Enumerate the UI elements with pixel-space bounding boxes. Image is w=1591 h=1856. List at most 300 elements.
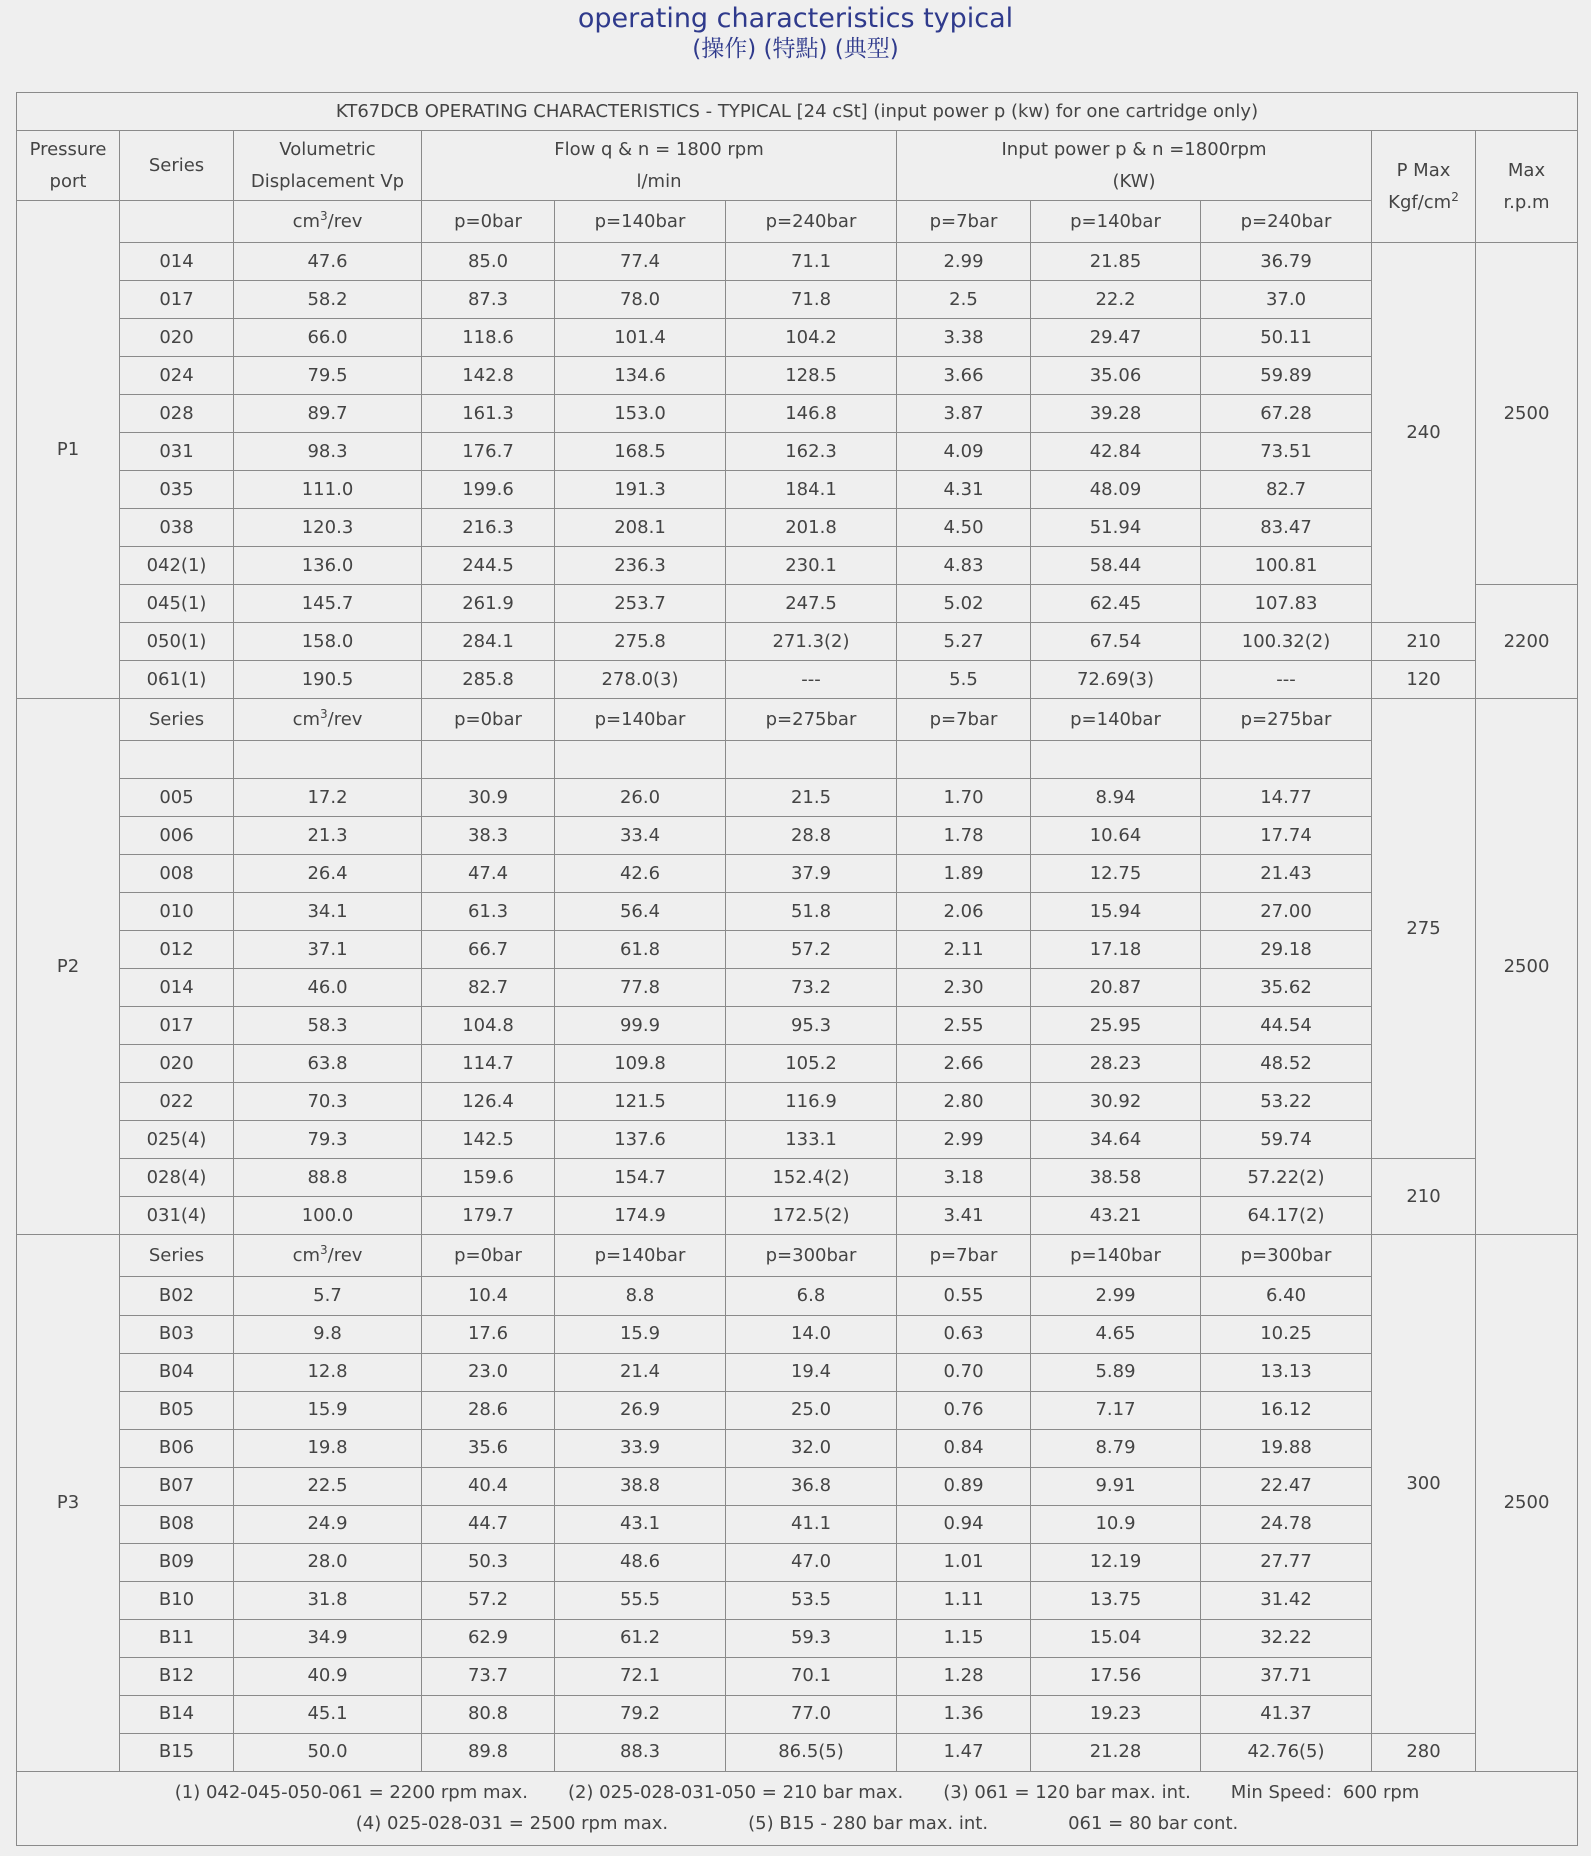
- value-cell: 236.3: [555, 547, 726, 585]
- value-cell: 77.4: [555, 243, 726, 281]
- subheader-cell: p=140bar: [555, 201, 726, 243]
- value-cell: 6.8: [726, 1277, 897, 1315]
- value-cell: 71.8: [726, 281, 897, 319]
- unit-exponent: 3: [320, 1242, 328, 1257]
- value-cell: 13.75: [1031, 1581, 1201, 1619]
- pmax-cell: 210: [1372, 1159, 1476, 1235]
- value-cell: 24.9: [234, 1505, 422, 1543]
- value-cell: 37.0: [1201, 281, 1372, 319]
- series-cell: 008: [120, 855, 234, 893]
- subheader-cell: Series: [120, 1235, 234, 1277]
- value-cell: 4.09: [897, 433, 1031, 471]
- value-cell: 30.92: [1031, 1083, 1201, 1121]
- value-cell: 39.28: [1031, 395, 1201, 433]
- value-cell: 0.70: [897, 1353, 1031, 1391]
- value-cell: 2.80: [897, 1083, 1031, 1121]
- value-cell: 35.6: [422, 1429, 555, 1467]
- series-cell: 006: [120, 817, 234, 855]
- table-row: [17, 817, 1578, 855]
- value-cell: ---: [726, 661, 897, 699]
- value-cell: 47.4: [422, 855, 555, 893]
- p3-subheader-row: [17, 1235, 1578, 1277]
- value-cell: 284.1: [422, 623, 555, 661]
- subheader-cell: p=240bar: [726, 201, 897, 243]
- value-cell: 104.8: [422, 1007, 555, 1045]
- value-cell: 89.7: [234, 395, 422, 433]
- value-cell: 2.55: [897, 1007, 1031, 1045]
- value-cell: 44.7: [422, 1505, 555, 1543]
- footnote-item: (5) B15 - 280 bar max. int.: [748, 1813, 989, 1835]
- value-cell: 101.4: [555, 319, 726, 357]
- table-row: [17, 931, 1578, 969]
- value-cell: 57.2: [726, 931, 897, 969]
- table-row: [17, 1619, 1578, 1657]
- value-cell: 61.3: [422, 893, 555, 931]
- value-cell: 43.21: [1031, 1197, 1201, 1235]
- value-cell: 16.12: [1201, 1391, 1372, 1429]
- value-cell: 15.9: [234, 1391, 422, 1429]
- value-cell: 48.52: [1201, 1045, 1372, 1083]
- table-row: [17, 1121, 1578, 1159]
- value-cell: 28.0: [234, 1543, 422, 1581]
- subheader-cell: p=140bar: [555, 699, 726, 741]
- value-cell: 21.85: [1031, 243, 1201, 281]
- value-cell: 216.3: [422, 509, 555, 547]
- value-cell: 61.8: [555, 931, 726, 969]
- series-cell: 017: [120, 281, 234, 319]
- value-cell: 79.2: [555, 1695, 726, 1733]
- empty-cell: [726, 741, 897, 779]
- value-cell: 95.3: [726, 1007, 897, 1045]
- series-cell: B02: [120, 1277, 234, 1315]
- value-cell: 1.15: [897, 1619, 1031, 1657]
- maxrpm-cell: 2500: [1476, 1235, 1578, 1771]
- value-cell: 62.45: [1031, 585, 1201, 623]
- table-caption: KT67DCB OPERATING CHARACTERISTICS - TYPICAL [24 cSt] (input power p (kw) for one cartridge only): [17, 93, 1578, 131]
- value-cell: 42.6: [555, 855, 726, 893]
- value-cell: 21.5: [726, 779, 897, 817]
- value-cell: 0.63: [897, 1315, 1031, 1353]
- series-cell: B10: [120, 1581, 234, 1619]
- footnotes: [17, 1771, 1578, 1845]
- value-cell: 278.0(3): [555, 661, 726, 699]
- value-cell: 25.95: [1031, 1007, 1201, 1045]
- value-cell: 2.11: [897, 931, 1031, 969]
- series-cell: 061(1): [120, 661, 234, 699]
- value-cell: 0.76: [897, 1391, 1031, 1429]
- caption-row: [17, 93, 1578, 131]
- p1-subheader-row: [17, 201, 1578, 243]
- value-cell: 51.8: [726, 893, 897, 931]
- series-cell: 045(1): [120, 585, 234, 623]
- value-cell: 45.1: [234, 1695, 422, 1733]
- header-line-1: Input power p & n =1800rpm: [1001, 138, 1267, 160]
- value-cell: 22.5: [234, 1467, 422, 1505]
- value-cell: 10.64: [1031, 817, 1201, 855]
- series-cell: B05: [120, 1391, 234, 1429]
- series-cell: 010: [120, 893, 234, 931]
- series-cell: 035: [120, 471, 234, 509]
- value-cell: 162.3: [726, 433, 897, 471]
- unit-cm: cm: [292, 1244, 320, 1266]
- table-row: [17, 509, 1578, 547]
- value-cell: 29.18: [1201, 931, 1372, 969]
- value-cell: 20.87: [1031, 969, 1201, 1007]
- footnote-item: (1) 042-045-050-061 = 2200 rpm max.: [174, 1782, 528, 1804]
- value-cell: 21.28: [1031, 1733, 1201, 1771]
- value-cell: 80.8: [422, 1695, 555, 1733]
- value-cell: 2.06: [897, 893, 1031, 931]
- value-cell: 105.2: [726, 1045, 897, 1083]
- value-cell: 42.84: [1031, 433, 1201, 471]
- maxrpm-cell: 2500: [1476, 243, 1578, 585]
- value-cell: 33.4: [555, 817, 726, 855]
- value-cell: 61.2: [555, 1619, 726, 1657]
- pressure-port-p1: P1: [17, 201, 120, 699]
- value-cell: 28.8: [726, 817, 897, 855]
- value-cell: 1.78: [897, 817, 1031, 855]
- value-cell: 126.4: [422, 1083, 555, 1121]
- value-cell: 88.8: [234, 1159, 422, 1197]
- value-cell: 37.71: [1201, 1657, 1372, 1695]
- subheader-cell: p=300bar: [1201, 1235, 1372, 1277]
- value-cell: 114.7: [422, 1045, 555, 1083]
- value-cell: 2.30: [897, 969, 1031, 1007]
- value-cell: 152.4(2): [726, 1159, 897, 1197]
- value-cell: 10.4: [422, 1277, 555, 1315]
- value-cell: 59.89: [1201, 357, 1372, 395]
- footnote-row: [17, 1771, 1578, 1845]
- value-cell: 172.5(2): [726, 1197, 897, 1235]
- value-cell: 51.94: [1031, 509, 1201, 547]
- series-cell: B14: [120, 1695, 234, 1733]
- table-row: [17, 1159, 1578, 1197]
- series-cell: 031: [120, 433, 234, 471]
- empty-cell: [234, 741, 422, 779]
- series-cell: 024: [120, 357, 234, 395]
- subheader-cell: p=300bar: [726, 1235, 897, 1277]
- value-cell: 208.1: [555, 509, 726, 547]
- value-cell: 42.76(5): [1201, 1733, 1372, 1771]
- value-cell: 0.94: [897, 1505, 1031, 1543]
- value-cell: 0.84: [897, 1429, 1031, 1467]
- value-cell: ---: [1201, 661, 1372, 699]
- value-cell: 4.83: [897, 547, 1031, 585]
- table-row: [17, 471, 1578, 509]
- value-cell: 53.22: [1201, 1083, 1372, 1121]
- value-cell: 17.18: [1031, 931, 1201, 969]
- value-cell: 46.0: [234, 969, 422, 1007]
- value-cell: 36.79: [1201, 243, 1372, 281]
- value-cell: 40.4: [422, 1467, 555, 1505]
- value-cell: 19.23: [1031, 1695, 1201, 1733]
- value-cell: 22.2: [1031, 281, 1201, 319]
- series-cell: 020: [120, 1045, 234, 1083]
- value-cell: 26.4: [234, 855, 422, 893]
- value-cell: 275.8: [555, 623, 726, 661]
- value-cell: 10.9: [1031, 1505, 1201, 1543]
- maxrpm-cell: 2200: [1476, 585, 1578, 699]
- value-cell: 32.0: [726, 1429, 897, 1467]
- value-cell: 47.0: [726, 1543, 897, 1581]
- value-cell: 29.47: [1031, 319, 1201, 357]
- value-cell: 191.3: [555, 471, 726, 509]
- unit-cm: cm: [292, 210, 320, 232]
- value-cell: 146.8: [726, 395, 897, 433]
- value-cell: 134.6: [555, 357, 726, 395]
- value-cell: 153.0: [555, 395, 726, 433]
- header-max-rpm: [1476, 131, 1578, 243]
- value-cell: 35.62: [1201, 969, 1372, 1007]
- series-cell: 042(1): [120, 547, 234, 585]
- value-cell: 8.8: [555, 1277, 726, 1315]
- empty-cell: [1031, 741, 1201, 779]
- value-cell: 43.1: [555, 1505, 726, 1543]
- page-title: operating characteristics typical: [577, 3, 1014, 34]
- series-cell: B12: [120, 1657, 234, 1695]
- footnote-item: Min Speed：600 rpm: [1230, 1782, 1420, 1804]
- value-cell: 86.5(5): [726, 1733, 897, 1771]
- subheader-cell: p=275bar: [726, 699, 897, 741]
- subheader-cell: p=7bar: [897, 699, 1031, 741]
- table-row: [17, 1353, 1578, 1391]
- value-cell: 6.40: [1201, 1277, 1372, 1315]
- header-row: [17, 131, 1578, 201]
- header-line-2: l/min: [636, 170, 682, 192]
- series-cell: B15: [120, 1733, 234, 1771]
- unit-cell: [234, 699, 422, 741]
- value-cell: 26.9: [555, 1391, 726, 1429]
- value-cell: 79.3: [234, 1121, 422, 1159]
- value-cell: 58.2: [234, 281, 422, 319]
- value-cell: 78.0: [555, 281, 726, 319]
- pmax-cell: 280: [1372, 1733, 1476, 1771]
- footnote-item: 061 = 80 bar cont.: [1068, 1813, 1239, 1835]
- header-line-2: Kgf/$cm^2$: [1388, 189, 1459, 213]
- footnote-item: (4) 025-028-031 = 2500 rpm max.: [355, 1813, 669, 1835]
- value-cell: 53.5: [726, 1581, 897, 1619]
- value-cell: 190.5: [234, 661, 422, 699]
- value-cell: 67.28: [1201, 395, 1372, 433]
- value-cell: 17.56: [1031, 1657, 1201, 1695]
- subheader-cell: p=275bar: [1201, 699, 1372, 741]
- value-cell: 120.3: [234, 509, 422, 547]
- value-cell: 8.79: [1031, 1429, 1201, 1467]
- value-cell: 67.54: [1031, 623, 1201, 661]
- value-cell: 111.0: [234, 471, 422, 509]
- value-cell: 47.6: [234, 243, 422, 281]
- table-row: [17, 1505, 1578, 1543]
- value-cell: 17.74: [1201, 817, 1372, 855]
- value-cell: 2.5: [897, 281, 1031, 319]
- header-flow: [422, 131, 897, 201]
- value-cell: 21.4: [555, 1353, 726, 1391]
- value-cell: 57.2: [422, 1581, 555, 1619]
- unit-exponent: 3: [320, 208, 328, 223]
- value-cell: 50.3: [422, 1543, 555, 1581]
- value-cell: 50.0: [234, 1733, 422, 1771]
- value-cell: 5.89: [1031, 1353, 1201, 1391]
- value-cell: 58.44: [1031, 547, 1201, 585]
- maxrpm-cell: 2500: [1476, 699, 1578, 1235]
- series-cell: B08: [120, 1505, 234, 1543]
- value-cell: 15.9: [555, 1315, 726, 1353]
- value-cell: 14.0: [726, 1315, 897, 1353]
- series-cell: 014: [120, 243, 234, 281]
- value-cell: 26.0: [555, 779, 726, 817]
- footnote-line-2: [17, 1808, 1577, 1839]
- table-row: [17, 1467, 1578, 1505]
- subheader-cell: p=0bar: [422, 201, 555, 243]
- value-cell: 271.3(2): [726, 623, 897, 661]
- value-cell: 3.18: [897, 1159, 1031, 1197]
- value-cell: 1.01: [897, 1543, 1031, 1581]
- value-cell: 0.89: [897, 1467, 1031, 1505]
- empty-cell: [1201, 741, 1372, 779]
- table-row: [17, 1581, 1578, 1619]
- value-cell: 98.3: [234, 433, 422, 471]
- header-line-1: Flow q & n = 1800 rpm: [554, 138, 764, 160]
- value-cell: 2.99: [897, 1121, 1031, 1159]
- value-cell: 99.9: [555, 1007, 726, 1045]
- value-cell: 17.6: [422, 1315, 555, 1353]
- table-row: [17, 779, 1578, 817]
- value-cell: 79.5: [234, 357, 422, 395]
- value-cell: 66.0: [234, 319, 422, 357]
- pmax-cell: 275: [1372, 699, 1476, 1159]
- value-cell: 1.11: [897, 1581, 1031, 1619]
- value-cell: 261.9: [422, 585, 555, 623]
- value-cell: 15.94: [1031, 893, 1201, 931]
- value-cell: 31.42: [1201, 1581, 1372, 1619]
- header-line-2: r.p.m: [1503, 191, 1550, 213]
- series-cell: 028: [120, 395, 234, 433]
- value-cell: 22.47: [1201, 1467, 1372, 1505]
- value-cell: 1.70: [897, 779, 1031, 817]
- value-cell: 55.5: [555, 1581, 726, 1619]
- value-cell: 89.8: [422, 1733, 555, 1771]
- value-cell: 133.1: [726, 1121, 897, 1159]
- value-cell: 88.3: [555, 1733, 726, 1771]
- unit-cm: cm: [292, 708, 320, 730]
- value-cell: 19.4: [726, 1353, 897, 1391]
- series-cell: 017: [120, 1007, 234, 1045]
- value-cell: 64.17(2): [1201, 1197, 1372, 1235]
- value-cell: 56.4: [555, 893, 726, 931]
- empty-cell: [422, 741, 555, 779]
- value-cell: 3.41: [897, 1197, 1031, 1235]
- table-row: [17, 585, 1578, 623]
- value-cell: 19.88: [1201, 1429, 1372, 1467]
- series-cell: 014: [120, 969, 234, 1007]
- value-cell: 118.6: [422, 319, 555, 357]
- header-input-power: [897, 131, 1372, 201]
- table-row: [17, 1007, 1578, 1045]
- value-cell: 38.58: [1031, 1159, 1201, 1197]
- value-cell: 73.51: [1201, 433, 1372, 471]
- table-row: [17, 395, 1578, 433]
- series-cell: B04: [120, 1353, 234, 1391]
- table-row: [17, 433, 1578, 471]
- value-cell: 4.50: [897, 509, 1031, 547]
- value-cell: 174.9: [555, 1197, 726, 1235]
- value-cell: 12.8: [234, 1353, 422, 1391]
- header-line-2: port: [49, 170, 87, 192]
- value-cell: 230.1: [726, 547, 897, 585]
- subheader-cell: p=240bar: [1201, 201, 1372, 243]
- table-row: [17, 1429, 1578, 1467]
- value-cell: 104.2: [726, 319, 897, 357]
- pressure-port-p2: P2: [17, 699, 120, 1235]
- series-cell: 050(1): [120, 623, 234, 661]
- value-cell: 82.7: [422, 969, 555, 1007]
- value-cell: 70.1: [726, 1657, 897, 1695]
- value-cell: 48.6: [555, 1543, 726, 1581]
- table-row: [17, 623, 1578, 661]
- table-row: [17, 243, 1578, 281]
- series-cell: 005: [120, 779, 234, 817]
- value-cell: 9.91: [1031, 1467, 1201, 1505]
- value-cell: 100.81: [1201, 547, 1372, 585]
- value-cell: 73.2: [726, 969, 897, 1007]
- value-cell: 72.69(3): [1031, 661, 1201, 699]
- value-cell: 109.8: [555, 1045, 726, 1083]
- pmax-unit-exponent: 2: [1451, 189, 1459, 204]
- value-cell: 70.3: [234, 1083, 422, 1121]
- value-cell: 44.54: [1201, 1007, 1372, 1045]
- value-cell: 30.9: [422, 779, 555, 817]
- value-cell: 137.6: [555, 1121, 726, 1159]
- empty-row: [17, 741, 1578, 779]
- header-pmax: [1372, 131, 1476, 243]
- value-cell: 34.9: [234, 1619, 422, 1657]
- value-cell: 28.6: [422, 1391, 555, 1429]
- table-row: [17, 1733, 1578, 1771]
- table-row: [17, 893, 1578, 931]
- value-cell: 77.8: [555, 969, 726, 1007]
- value-cell: 128.5: [726, 357, 897, 395]
- header-line-2: Displacement Vp: [250, 170, 405, 192]
- value-cell: 154.7: [555, 1159, 726, 1197]
- value-cell: 37.1: [234, 931, 422, 969]
- subheader-cell: p=0bar: [422, 1235, 555, 1277]
- table-row: [17, 281, 1578, 319]
- header-line-1: P Max: [1396, 159, 1451, 181]
- value-cell: 9.8: [234, 1315, 422, 1353]
- subheader-cell: [120, 201, 234, 243]
- value-cell: 38.3: [422, 817, 555, 855]
- value-cell: 142.5: [422, 1121, 555, 1159]
- empty-cell: [897, 741, 1031, 779]
- subheader-cell: p=0bar: [422, 699, 555, 741]
- value-cell: 100.32(2): [1201, 623, 1372, 661]
- table-row: [17, 1391, 1578, 1429]
- header-series: Series: [120, 131, 234, 201]
- value-cell: 59.3: [726, 1619, 897, 1657]
- subheader-cell: p=140bar: [555, 1235, 726, 1277]
- pmax-cell: 210: [1372, 623, 1476, 661]
- value-cell: 4.65: [1031, 1315, 1201, 1353]
- unit-rev: /rev: [327, 210, 363, 232]
- value-cell: 40.9: [234, 1657, 422, 1695]
- pmax-cell: 300: [1372, 1235, 1476, 1733]
- value-cell: 199.6: [422, 471, 555, 509]
- table-row: [17, 547, 1578, 585]
- series-cell: 022: [120, 1083, 234, 1121]
- value-cell: 253.7: [555, 585, 726, 623]
- value-cell: 3.38: [897, 319, 1031, 357]
- series-cell: 012: [120, 931, 234, 969]
